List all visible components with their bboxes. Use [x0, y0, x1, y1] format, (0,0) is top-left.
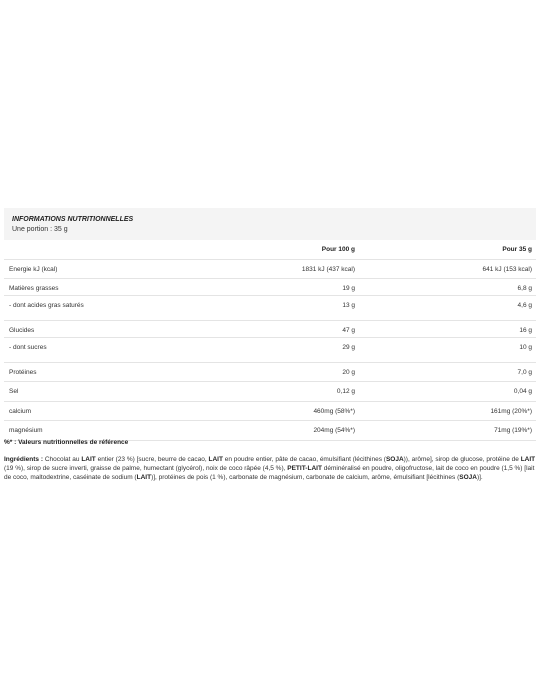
- ingredient-text: déminéralisé en poudre, oligofructose, lait de coco en poudre (1,5 %) [lait de coco, maltodextrine, caséinate de sodium (: [4, 465, 535, 481]
- table-header-row: [4, 240, 536, 260]
- row-label: Protéines: [9, 369, 37, 376]
- ingredients-list: [4, 456, 535, 481]
- table-row: [4, 402, 536, 421]
- allergen: SOJA: [459, 474, 477, 481]
- ingredients-label: Ingrédients :: [4, 456, 44, 463]
- row-label: Energie kJ (kcal): [9, 266, 58, 273]
- reference-footnote: [4, 438, 536, 447]
- ingredient-text: en poudre entier, pâte de cacao, émulsifiant (lécithines (: [222, 456, 386, 463]
- ingredient-text: Chocolat au: [43, 456, 82, 463]
- ingredient-text: (19 %), sirop de sucre inverti, graisse de palme, humectant (glycérol), noix de coco râpée (4,5 %),: [4, 465, 288, 472]
- table-row: [4, 279, 536, 296]
- allergen: LAIT: [136, 474, 152, 481]
- allergen: LAIT: [208, 456, 223, 463]
- table-row: [4, 363, 536, 382]
- ingredient-text: entier (23 %) [sucre, beurre de cacao,: [95, 456, 209, 463]
- ingredient-text: )].: [476, 474, 483, 481]
- row-per-portion: 161mg (20%*): [490, 408, 532, 415]
- nutrition-title: INFORMATIONS NUTRITIONNELLES: [12, 216, 134, 223]
- allergen: SOJA: [385, 456, 404, 463]
- table-row: [4, 321, 536, 338]
- row-per-portion: 4,6 g: [517, 302, 532, 309]
- row-per-portion: 10 g: [519, 344, 532, 351]
- footnote-text: %* : Valeurs nutritionnelles de référence: [4, 439, 129, 446]
- table-row: [4, 382, 536, 402]
- ingredients-text: [4, 455, 536, 482]
- row-per-100g: 1831 kJ (437 kcal): [301, 266, 355, 273]
- nutrition-rows: [4, 260, 536, 441]
- row-per-100g: 29 g: [342, 344, 355, 351]
- row-per-portion: 71mg (19%*): [494, 427, 532, 434]
- allergen: LAIT: [81, 456, 96, 463]
- ingredient-text: )], protéines de pois (1 %), carbonate de magnésium, carbonate de calcium, arôme, émulsifiant [lécithines (: [151, 474, 460, 481]
- row-per-portion: 16 g: [519, 327, 532, 334]
- table-row: [4, 260, 536, 279]
- row-label: calcium: [9, 408, 32, 415]
- row-label: magnésium: [9, 427, 43, 434]
- row-per-portion: 0,04 g: [513, 388, 532, 395]
- table-row: [4, 296, 536, 321]
- row-per-portion: 641 kJ (153 kcal): [482, 266, 532, 273]
- row-per-100g: 460mg (58%*): [313, 408, 355, 415]
- header-per-portion: Pour 35 g: [502, 246, 532, 253]
- nutrition-panel: [4, 208, 536, 441]
- row-per-100g: 47 g: [342, 327, 355, 334]
- row-per-100g: 0,12 g: [336, 388, 355, 395]
- row-label: - dont acides gras saturés: [9, 302, 84, 309]
- row-label: Matières grasses: [9, 285, 59, 292]
- nutrition-header: [4, 208, 536, 240]
- row-per-portion: 7,0 g: [517, 369, 532, 376]
- ingredient-text: )), arôme], sirop de glucose, protéine de: [403, 456, 521, 463]
- row-per-portion: 6,8 g: [517, 285, 532, 292]
- portion-size: Une portion : 35 g: [12, 226, 68, 233]
- row-per-100g: 19 g: [342, 285, 355, 292]
- row-label: Glucides: [9, 327, 35, 334]
- header-per-100g: Pour 100 g: [321, 246, 355, 253]
- allergen: PETIT-LAIT: [287, 465, 322, 472]
- row-label: - dont sucres: [9, 344, 47, 351]
- row-per-100g: 204mg (54%*): [313, 427, 355, 434]
- row-label: Sel: [9, 388, 19, 395]
- row-per-100g: 20 g: [342, 369, 355, 376]
- row-per-100g: 13 g: [342, 302, 355, 309]
- allergen: LAIT: [520, 456, 536, 463]
- table-row: [4, 338, 536, 363]
